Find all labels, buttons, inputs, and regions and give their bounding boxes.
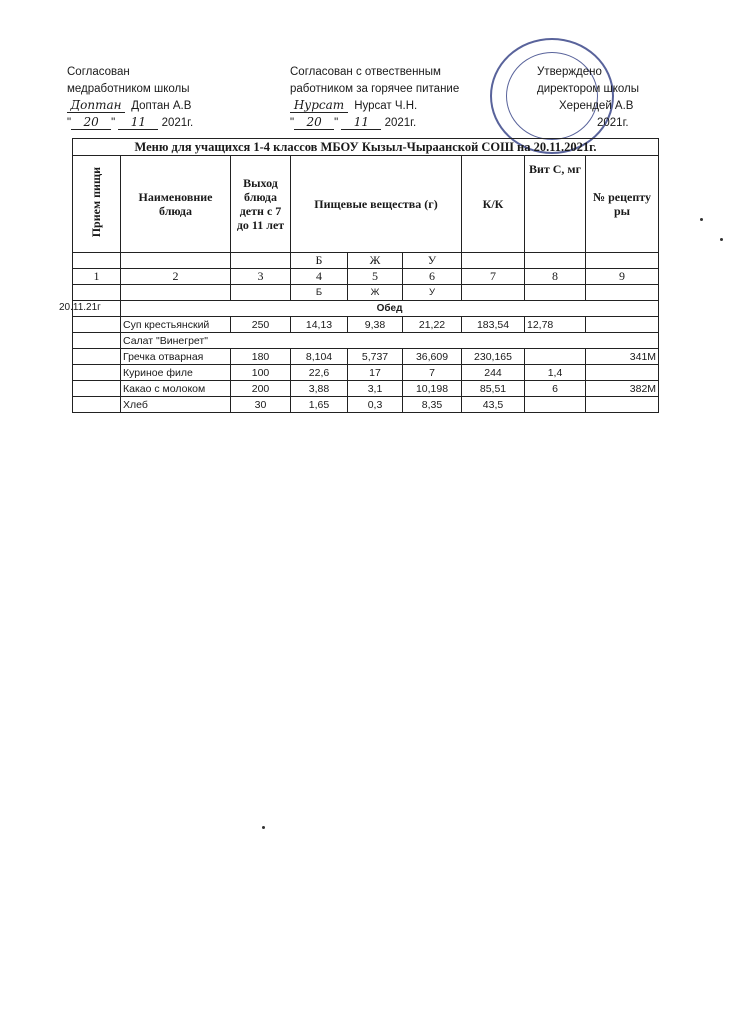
col-number: 7	[462, 269, 525, 285]
approval-director	[537, 64, 639, 132]
dish-kcal: 43,5	[462, 397, 525, 413]
dish-kcal: 183,54	[462, 317, 525, 333]
dish-vitc: 1,4	[525, 365, 586, 381]
approval-medical: Согласован медработником школы Доптан Доптан А.В " 20 " 11 2021г.	[67, 66, 194, 129]
col-dish: Наименовние блюда	[121, 156, 231, 253]
dish-protein: 1,65	[291, 397, 348, 413]
dish-fat: 3,1	[348, 381, 403, 397]
section-lunch: Обед	[121, 301, 659, 317]
menu-title: Меню для учащихся 1-4 классов МБОУ Кызыл-Чыраанской СОШ на 20.11.2021г.	[73, 139, 659, 156]
dish-fat: 5,737	[348, 349, 403, 365]
dish-yield: 100	[231, 365, 291, 381]
dish-yield: 180	[231, 349, 291, 365]
sub-b: Б	[291, 253, 348, 269]
col-number: 5	[348, 269, 403, 285]
dish-name: Гречка отварная	[121, 349, 231, 365]
dish-recipe: 341М	[586, 349, 659, 365]
dish-protein: 14,13	[291, 317, 348, 333]
table-row	[73, 381, 659, 397]
food-name: Нурсат Ч.Н.	[354, 100, 418, 112]
dish-protein: 3,88	[291, 381, 348, 397]
scan-speck	[720, 238, 723, 241]
dish-recipe: 382М	[586, 381, 659, 397]
col-number: 6	[403, 269, 462, 285]
col-yield: Выход блюда детн с 7 до 11 лет	[231, 156, 291, 253]
col-meal-label: Прием пищи	[89, 166, 103, 238]
meal-date-cell	[59, 301, 121, 317]
dish-recipe	[586, 365, 659, 381]
sub-zh: Ж	[348, 253, 403, 269]
table-row	[73, 349, 659, 365]
dish-carbs: 36,609	[403, 349, 462, 365]
dish-name: Куриное филе	[121, 365, 231, 381]
medical-year: 2021г.	[161, 117, 194, 129]
dish-yield: 250	[231, 317, 291, 333]
approval-food-line2: работником за горячее питание	[290, 83, 460, 95]
dish-vitc: 6	[525, 381, 586, 397]
dish-vitc	[525, 397, 586, 413]
food-month: 11	[341, 116, 381, 130]
dish-name: Хлеб	[121, 397, 231, 413]
food-year: 2021г.	[384, 117, 417, 129]
col-number: 2	[121, 269, 231, 285]
dish-protein: 8,104	[291, 349, 348, 365]
dish-yield: 200	[231, 381, 291, 397]
dish-name: Какао с молоком	[121, 381, 231, 397]
dish-kcal: 230,165	[462, 349, 525, 365]
sub-u: У	[403, 253, 462, 269]
dish-kcal: 244	[462, 365, 525, 381]
food-signature: Нурсат	[290, 99, 348, 113]
col-number: 8	[525, 269, 586, 285]
dish-vitc	[525, 349, 586, 365]
dish-fat: 17	[348, 365, 403, 381]
scan-speck	[700, 218, 703, 221]
dish-vitc: 12,78	[525, 317, 586, 333]
director-year: 2021г.	[597, 117, 629, 129]
approval-medical-line2: медработником школы	[67, 83, 190, 95]
col-kk: К/К	[462, 156, 525, 253]
director-name: Херендей А.В	[559, 100, 634, 112]
dish-fat: 0,3	[348, 397, 403, 413]
medical-day: 20	[71, 116, 111, 130]
menu-table	[59, 138, 659, 413]
dish-name: Суп крестьянский	[121, 317, 231, 333]
sub-zh-small: Ж	[348, 285, 403, 301]
approval-director-line2: директором школы	[537, 83, 640, 95]
sub-b-small: Б	[291, 285, 348, 301]
dish-carbs: 7	[403, 365, 462, 381]
dish-name: Салат "Винегрет"	[121, 333, 659, 349]
col-number: 3	[231, 269, 291, 285]
table-row	[73, 397, 659, 413]
table-row	[73, 333, 659, 349]
dish-yield: 30	[231, 397, 291, 413]
medical-month: 11	[118, 116, 158, 130]
dish-carbs: 10,198	[403, 381, 462, 397]
medical-name: Доптан А.В	[131, 100, 192, 112]
dish-protein: 22,6	[291, 365, 348, 381]
approval-food-line1: Согласован с отвественным	[290, 66, 441, 78]
dish-carbs: 8,35	[403, 397, 462, 413]
col-number: 4	[291, 269, 348, 285]
medical-signature: Доптан	[67, 99, 125, 113]
dish-recipe	[586, 397, 659, 413]
col-meal	[73, 156, 121, 253]
dish-kcal: 85,51	[462, 381, 525, 397]
sub-u-small: У	[403, 285, 462, 301]
dish-carbs: 21,22	[403, 317, 462, 333]
col-number: 9	[586, 269, 659, 285]
col-number: 1	[73, 269, 121, 285]
approval-director-line1: Утверждено	[537, 66, 602, 78]
dish-recipe	[586, 317, 659, 333]
table-row	[73, 317, 659, 333]
meal-date: 20.11.21г	[59, 302, 101, 313]
food-day: 20	[294, 116, 334, 130]
table-row	[73, 365, 659, 381]
approval-food: Согласован с отвественным работником за горячее питание Нурсат Нурсат Ч.Н. " 20 " 11 2021г.	[290, 66, 460, 129]
approval-medical-line1: Согласован	[67, 66, 130, 78]
col-nutrients: Пищевые вещества (г)	[291, 156, 462, 253]
col-vitc: Вит С, мг	[525, 156, 586, 253]
col-recipe: № рецепту ры	[586, 156, 659, 253]
dish-fat: 9,38	[348, 317, 403, 333]
scan-speck	[262, 826, 265, 829]
